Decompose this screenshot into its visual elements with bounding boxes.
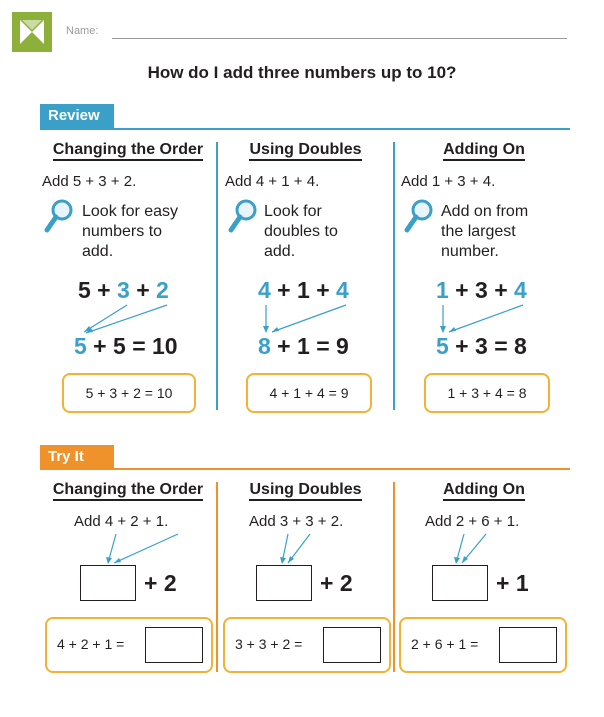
review-col-1-heading: Changing the Order <box>40 140 216 160</box>
review-col-2-prompt: Add 4 + 1 + 4. <box>225 173 320 190</box>
try-col-1-addend: + 2 <box>144 570 177 596</box>
review-col-3-prompt: Add 1 + 3 + 4. <box>401 173 496 190</box>
try-col-2-addend: + 2 <box>320 570 353 596</box>
try-col-3-answer-box[interactable] <box>499 627 557 663</box>
review-col-3-arrows <box>436 302 536 336</box>
try-col-1-prompt: Add 4 + 2 + 1. <box>74 513 169 530</box>
try-col-3-heading: Adding On <box>395 480 573 500</box>
review-col-3-answer: 1 + 3 + 4 = 8 <box>424 373 550 413</box>
try-col-3-partial-box[interactable] <box>432 565 488 601</box>
review-col-2-hint: Look for doubles to add. <box>264 203 338 260</box>
try-it-rule <box>40 468 570 470</box>
name-field[interactable] <box>112 38 567 39</box>
try-col-2-answer-box[interactable] <box>323 627 381 663</box>
try-col-3-sum-label: 2 + 6 + 1 = <box>411 636 479 652</box>
review-divider-1 <box>216 142 218 410</box>
page-title: How do I add three numbers up to 10? <box>147 63 457 82</box>
try-it-tag: Try It <box>40 445 114 469</box>
try-col-3-addend: + 1 <box>496 570 529 596</box>
review-col-2-arrows <box>258 302 358 336</box>
review-col-3-result: 5 + 3 = 8 <box>436 333 527 359</box>
try-col-2-sum-label: 3 + 3 + 2 = <box>235 636 303 652</box>
review-divider-2 <box>393 142 395 410</box>
name-label: Name: <box>66 25 99 37</box>
review-col-1-hint: Look for easy numbers to add. <box>82 203 179 260</box>
review-col-3-hint: Add on from the largest number. <box>441 203 529 260</box>
try-col-2-answer-panel <box>223 617 391 673</box>
try-col-3-arrows <box>450 531 510 567</box>
review-col-3-heading: Adding On <box>395 140 573 160</box>
review-tag: Review <box>40 104 114 128</box>
try-divider-1 <box>216 482 218 672</box>
review-col-3-equation: 1 + 3 + 4 <box>436 277 527 303</box>
review-col-1-equation: 5 + 3 + 2 <box>78 277 169 303</box>
try-col-1-heading: Changing the Order <box>40 480 216 500</box>
review-col-1-arrows <box>70 302 180 336</box>
logo <box>12 12 52 52</box>
try-col-1-partial-box[interactable] <box>80 565 136 601</box>
try-col-1-arrows <box>100 531 190 567</box>
magnifier-icon <box>404 198 434 236</box>
try-col-3-answer-panel <box>399 617 567 673</box>
try-col-2-arrows <box>276 531 336 567</box>
review-col-2-heading: Using Doubles <box>218 140 393 160</box>
review-col-2-answer: 4 + 1 + 4 = 9 <box>246 373 372 413</box>
magnifier-icon <box>228 198 258 236</box>
review-col-2-result: 8 + 1 = 9 <box>258 333 349 359</box>
review-col-2-equation: 4 + 1 + 4 <box>258 277 349 303</box>
review-col-1-answer: 5 + 3 + 2 = 10 <box>62 373 196 413</box>
try-col-3-prompt: Add 2 + 6 + 1. <box>425 513 520 530</box>
try-col-1-answer-panel <box>45 617 213 673</box>
try-col-2-prompt: Add 3 + 3 + 2. <box>249 513 344 530</box>
magnifier-icon <box>44 198 74 236</box>
review-col-1-prompt: Add 5 + 3 + 2. <box>42 173 137 190</box>
try-col-1-sum-label: 4 + 2 + 1 = <box>57 636 125 652</box>
try-col-2-heading: Using Doubles <box>218 480 393 500</box>
review-col-1-result: 5 + 5 = 10 <box>74 333 178 359</box>
try-col-2-partial-box[interactable] <box>256 565 312 601</box>
try-col-1-answer-box[interactable] <box>145 627 203 663</box>
review-rule <box>40 128 570 130</box>
try-divider-2 <box>393 482 395 672</box>
